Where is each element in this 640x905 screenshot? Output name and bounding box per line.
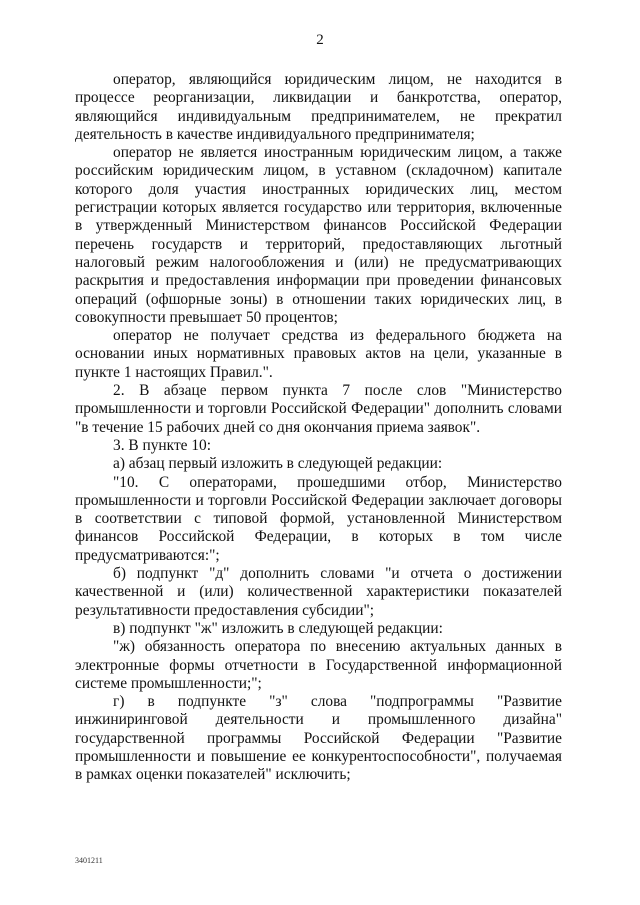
page-number: 2 [316, 32, 324, 48]
paragraph-item-3: 3. В пункте 10: [113, 436, 212, 454]
paragraph-item-2: 2. В абзаце первом пункта 7 после слов "Министерство промышленности и торговли Российской Федерации" дополнить словами "в течение 15 рабочих дней со дня окончания приема заявок". [75, 382, 562, 436]
paragraph-operator-not-reorganizing: оператор, являющийся юридическим лицом, не находится в процессе реорганизации, ликвидации и банкротства, оператор, являющийся индивидуальным предпринимателем, не прекратил деятельность в качестве индивидуального предпринимателя; [75, 71, 562, 143]
paragraph-operator-not-foreign: оператор не является иностранным юридическим лицом, а также российским юридическим лицом, в уставном (складочном) капитале которого доля участия иностранных юридических лиц, местом регистрации которых является государство или территория, включенные в утвержденный Министерством финансов Российской Федерации перечень государств и территорий, предоставляющих льготный налоговый режим налогообложения и (или) не предусматривающих раскрытия и предоставления информации при проведении финансовых операций (офшорные зоны) в отношении таких юридических лиц, в совокупности превышает 50 процентов; [75, 144, 562, 326]
footer-document-code: 3401211 [75, 856, 103, 865]
paragraph-subitem-b: б) подпункт "д" дополнить словами "и отчета о достижении качественной и (или) количественной характеристики показателей результативности предоставления субсидии"; [75, 565, 562, 619]
document-body [75, 71, 562, 785]
paragraph-point-10-text: "10. С операторами, прошедшими отбор, Министерство промышленности и торговли Российской Федерации заключает договоры в соответствии с типовой формой, установленной Министерством финансов Российской Федерации, в которых в том числе предусматриваются:"; [75, 473, 562, 564]
paragraph-subitem-v: в) подпункт "ж" изложить в следующей редакции: [113, 619, 443, 637]
paragraph-subitem-g: г) в подпункте "з" слова "подпрограммы "Развитие инжиниринговой деятельности и промышленного дизайна" государственной программы Российской Федерации "Развитие промышленности и повышение ее конкурентоспособности", получаемая в рамках оценки показателей" исключить; [75, 693, 562, 784]
paragraph-subitem-a: а) абзац первый изложить в следующей редакции: [113, 455, 443, 473]
paragraph-subitem-zh-text: "ж) обязанность оператора по внесению актуальных данных в электронные формы отчетности в Государственной информационной системе промышленности;"; [75, 638, 562, 692]
paragraph-operator-no-federal-funds: оператор не получает средства из федерального бюджета на основании иных нормативных правовых актов на цели, указанные в пункте 1 настоящих Правил.". [75, 327, 562, 381]
